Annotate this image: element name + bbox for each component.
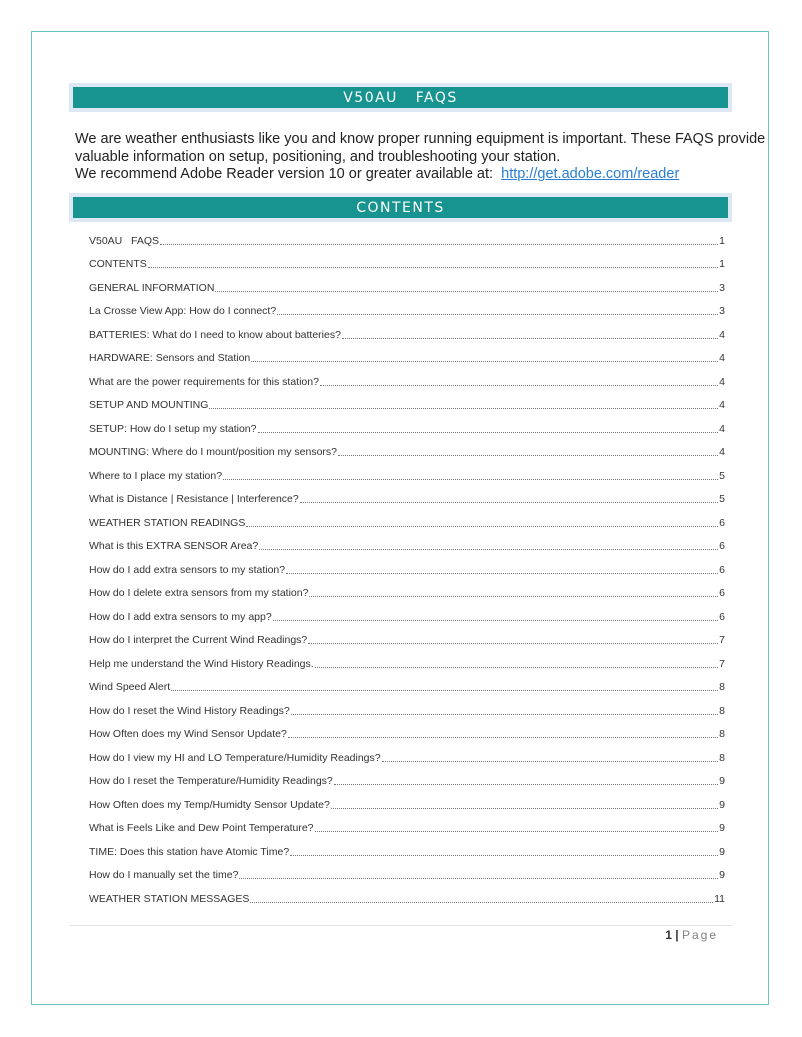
toc-dot-leader	[250, 901, 713, 903]
toc-entry-page: 1	[719, 258, 725, 271]
toc-dot-leader	[246, 525, 718, 527]
toc-entry-page: 8	[719, 728, 725, 741]
toc-dot-leader	[331, 807, 718, 809]
toc-dot-leader	[315, 666, 718, 668]
toc-entry-page: 8	[719, 751, 725, 764]
toc-entry[interactable]	[89, 511, 725, 535]
toc-entry[interactable]	[89, 535, 725, 559]
toc-entry-title: WEATHER STATION MESSAGES	[89, 892, 250, 905]
toc-entry-page: 5	[719, 469, 725, 482]
toc-entry-title: La Crosse View App: How do I connect?	[89, 305, 277, 318]
toc-entry-title: CONTENTS	[89, 258, 147, 271]
contents-heading: CONTENTS	[73, 197, 728, 218]
toc-dot-leader	[338, 454, 718, 456]
toc-entry[interactable]	[89, 676, 725, 700]
toc-entry-page: 9	[719, 845, 725, 858]
toc-entry-page: 9	[719, 798, 725, 811]
toc-dot-leader	[290, 854, 718, 856]
toc-dot-leader	[215, 290, 718, 292]
toc-entry-title: Wind Speed Alert	[89, 681, 171, 694]
page-footer	[665, 928, 718, 942]
toc-entry[interactable]	[89, 276, 725, 300]
toc-dot-leader	[334, 783, 718, 785]
toc-entry-page: 6	[719, 587, 725, 600]
toc-entry[interactable]	[89, 370, 725, 394]
toc-entry[interactable]	[89, 558, 725, 582]
toc-dot-leader	[382, 760, 719, 762]
toc-dot-leader	[342, 337, 718, 339]
contents-banner	[69, 193, 732, 222]
toc-entry[interactable]	[89, 417, 725, 441]
toc-entry-page: 7	[719, 634, 725, 647]
toc-entry[interactable]	[89, 229, 725, 253]
toc-entry-title: MOUNTING: Where do I mount/position my sensors?	[89, 446, 337, 459]
toc-entry-page: 9	[719, 775, 725, 788]
toc-entry-page: 9	[719, 869, 725, 882]
footer-separator: |	[675, 928, 679, 942]
toc-dot-leader	[277, 313, 718, 315]
toc-entry[interactable]	[89, 652, 725, 676]
toc-entry-title: SETUP AND MOUNTING	[89, 399, 209, 412]
page-label: Page	[681, 928, 718, 942]
toc-entry[interactable]	[89, 253, 725, 277]
toc-entry[interactable]	[89, 887, 725, 911]
toc-entry-title: How Often does my Wind Sensor Update?	[89, 728, 287, 741]
reader-recommendation	[75, 166, 735, 184]
toc-dot-leader	[171, 689, 718, 691]
toc-entry[interactable]	[89, 629, 725, 653]
toc-dot-leader	[288, 736, 718, 738]
toc-entry[interactable]	[89, 488, 725, 512]
toc-dot-leader	[251, 360, 718, 362]
intro-line: valuable information on setup, positioning, and troubleshooting your station.	[75, 148, 561, 165]
toc-entry-page: 8	[719, 681, 725, 694]
toc-dot-leader	[160, 243, 718, 245]
toc-entry[interactable]	[89, 840, 725, 864]
toc-entry-title: TIME: Does this station have Atomic Time?	[89, 845, 290, 858]
toc-dot-leader	[259, 548, 718, 550]
reader-text: We recommend Adobe Reader version 10 or greater available at:	[75, 166, 494, 182]
toc-dot-leader	[315, 830, 719, 832]
toc-entry-title: BATTERIES: What do I need to know about batteries?	[89, 328, 341, 341]
toc-entry[interactable]	[89, 746, 725, 770]
toc-dot-leader	[209, 407, 718, 409]
toc-entry-title: What are the power requirements for this station?	[89, 375, 319, 388]
toc-entry[interactable]	[89, 394, 725, 418]
toc-entry-page: 4	[719, 375, 725, 388]
toc-entry-title: How do I add extra sensors to my station?	[89, 563, 286, 576]
toc-dot-leader	[308, 642, 718, 644]
toc-dot-leader	[320, 384, 718, 386]
footer-divider	[69, 925, 732, 926]
adobe-reader-link[interactable]: http://get.adobe.com/reader	[501, 166, 680, 182]
toc-entry-page: 6	[719, 563, 725, 576]
toc-entry-title: WEATHER STATION READINGS	[89, 516, 246, 529]
toc-entry-page: 9	[719, 822, 725, 835]
toc-entry[interactable]	[89, 699, 725, 723]
toc-dot-leader	[291, 713, 718, 715]
toc-entry-title: What is this EXTRA SENSOR Area?	[89, 540, 259, 553]
toc-entry-page: 4	[719, 446, 725, 459]
toc-entry-page: 6	[719, 610, 725, 623]
toc-entry-title: Help me understand the Wind History Readings.	[89, 657, 314, 670]
toc-entry-title: How do I manually set the time?	[89, 869, 239, 882]
toc-entry-title: HARDWARE: Sensors and Station	[89, 352, 251, 365]
toc-entry-page: 3	[719, 305, 725, 318]
toc-entry-page: 4	[719, 422, 725, 435]
toc-entry-page: 1	[719, 234, 725, 247]
toc-entry-title: How do I interpret the Current Wind Readings?	[89, 634, 308, 647]
toc-entry-title: How Often does my Temp/Humidty Sensor Update?	[89, 798, 330, 811]
toc-entry[interactable]	[89, 793, 725, 817]
toc-dot-leader	[258, 431, 719, 433]
toc-dot-leader	[273, 619, 718, 621]
page-number: 1	[665, 928, 672, 942]
toc-entry[interactable]	[89, 347, 725, 371]
toc-entry-page: 7	[719, 657, 725, 670]
intro-text	[75, 131, 766, 184]
toc-entry-title: GENERAL INFORMATION	[89, 281, 215, 294]
toc-entry-title: How do I reset the Wind History Readings?	[89, 704, 290, 717]
toc-entry[interactable]	[89, 323, 725, 347]
toc-entry-title: How do I add extra sensors to my app?	[89, 610, 272, 623]
toc-entry-title: SETUP: How do I setup my station?	[89, 422, 257, 435]
toc-entry[interactable]	[89, 582, 725, 606]
toc-entry-title: How do I delete extra sensors from my station?	[89, 587, 309, 600]
toc-dot-leader	[148, 266, 718, 268]
table-of-contents	[89, 229, 725, 911]
toc-entry-title: What is Feels Like and Dew Point Temperature?	[89, 822, 314, 835]
toc-entry-title: How do I view my HI and LO Temperature/Humidity Readings?	[89, 751, 381, 764]
toc-entry-page: 4	[719, 352, 725, 365]
toc-entry-title: How do I reset the Temperature/Humidity Readings?	[89, 775, 333, 788]
toc-entry-title: Where to I place my station?	[89, 469, 223, 482]
toc-dot-leader	[223, 478, 718, 480]
toc-dot-leader	[286, 572, 718, 574]
title-banner	[69, 83, 732, 112]
toc-entry-page: 5	[719, 493, 725, 506]
toc-entry-title: V50AU FAQS	[89, 234, 160, 247]
toc-entry[interactable]	[89, 770, 725, 794]
toc-dot-leader	[309, 595, 718, 597]
toc-entry-page: 4	[719, 328, 725, 341]
toc-dot-leader	[239, 877, 718, 879]
toc-entry[interactable]	[89, 605, 725, 629]
toc-entry-page: 3	[719, 281, 725, 294]
toc-entry-page: 4	[719, 399, 725, 412]
toc-entry[interactable]	[89, 441, 725, 465]
toc-entry-page: 11	[714, 892, 725, 905]
toc-entry[interactable]	[89, 300, 725, 324]
document-title: V50AU FAQS	[73, 87, 728, 108]
intro-line: We are weather enthusiasts like you and know proper running equipment is important. These FAQS provide	[75, 131, 766, 147]
toc-entry[interactable]	[89, 817, 725, 841]
toc-entry-page: 6	[719, 540, 725, 553]
toc-entry-page: 8	[719, 704, 725, 717]
toc-entry[interactable]	[89, 723, 725, 747]
toc-entry[interactable]	[89, 864, 725, 888]
toc-entry-page: 6	[719, 516, 725, 529]
toc-entry-title: What is Distance | Resistance | Interference?	[89, 493, 299, 506]
toc-dot-leader	[300, 501, 718, 503]
toc-entry[interactable]	[89, 464, 725, 488]
